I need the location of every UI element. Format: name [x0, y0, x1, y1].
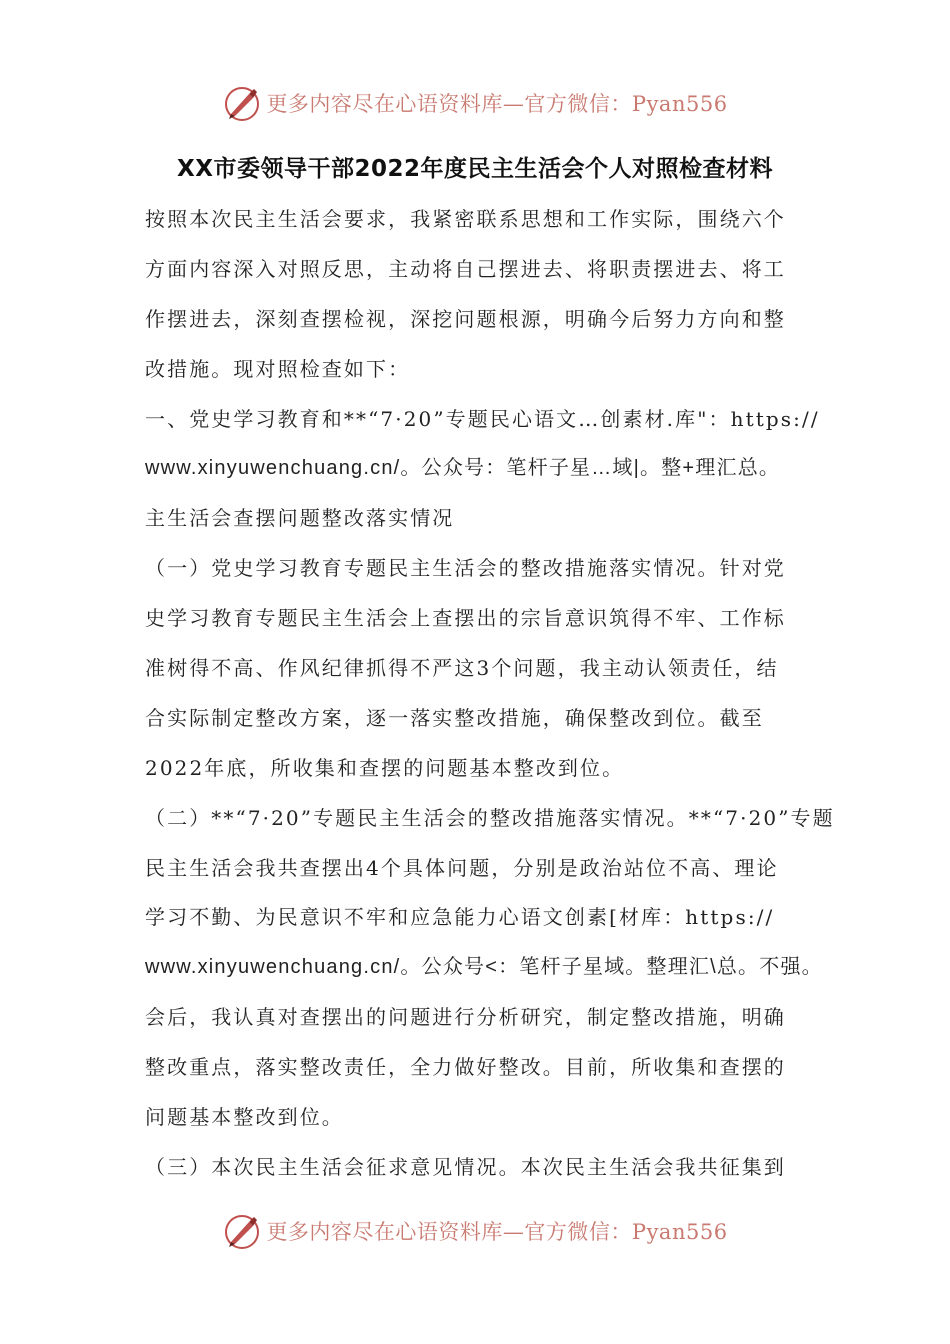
body-line: 准树得不高、作风纪律抓得不严这3个问题，我主动认领责任，结 [145, 656, 779, 681]
body-line: 问题基本整改到位。 [145, 1105, 344, 1130]
body-line: 学习不勤、为民意识不牢和应急能力心语文创素[材库：https:// [145, 905, 775, 930]
body-line: 民主生活会我共查摆出4个具体问题，分别是政治站位不高、理论 [145, 855, 779, 880]
footer-banner [0, 1206, 950, 1256]
body-line: 整改重点，落实整改责任，全力做好整改。目前，所收集和查摆的 [145, 1055, 786, 1080]
banner-text: 更多内容尽在心语资料库—官方微信：Pyan556 [266, 1220, 728, 1244]
body-line: 按照本次民主生活会要求，我紧密联系思想和工作实际，围绕六个 [145, 207, 786, 231]
document-title: XX市委领导干部2022年度民主生活会个人对照检查材料 [177, 156, 773, 182]
document-body [145, 195, 835, 1193]
body-line: 合实际制定整改方案，逐一落实整改措施，确保整改到位。截至 [145, 705, 764, 730]
header-banner [0, 78, 950, 128]
body-line: （三）本次民主生活会征求意见情况。本次民主生活会我共征集到 [145, 1154, 786, 1179]
body-line: 一、党史学习教育和**“7·20”专题民心语文…创素材.库"：https:// [145, 406, 820, 431]
body-line: www.xinyuwenchuang.cn/。公众号<：笔杆子星域。整理汇\总。不强。 [145, 956, 823, 979]
body-line: 2022年底，所收集和查摆的问题基本整改到位。 [145, 755, 625, 780]
body-line: 会后，我认真对查摆出的问题进行分析研究，制定整改措施，明确 [145, 1005, 786, 1030]
body-line: 改措施。现对照检查如下： [145, 356, 411, 381]
body-line: （一）党史学习教育专题民主生活会的整改措施落实情况。针对党 [145, 556, 786, 581]
body-line: 主生活会查摆问题整改落实情况 [145, 506, 455, 531]
body-line: 方面内容深入对照反思，主动将自己摆进去、将职责摆进去、将工 [145, 256, 786, 281]
body-line: 史学习教育专题民主生活会上查摆出的宗旨意识筑得不牢、工作标 [145, 606, 786, 631]
body-line: （二）**“7·20”专题民主生活会的整改措施落实情况。**“7·20”专题 [145, 805, 835, 830]
body-line: 作摆进去，深刻查摆检视，深挖问题根源，明确今后努力方向和整 [145, 306, 786, 331]
banner-text: 更多内容尽在心语资料库—官方微信：Pyan556 [266, 92, 728, 116]
body-line: www.xinyuwenchuang.cn/。公众号：笔杆子星…域|。整+理汇总。 [145, 457, 781, 480]
pen-logo-icon [222, 83, 262, 123]
pen-logo-icon [222, 1211, 262, 1251]
